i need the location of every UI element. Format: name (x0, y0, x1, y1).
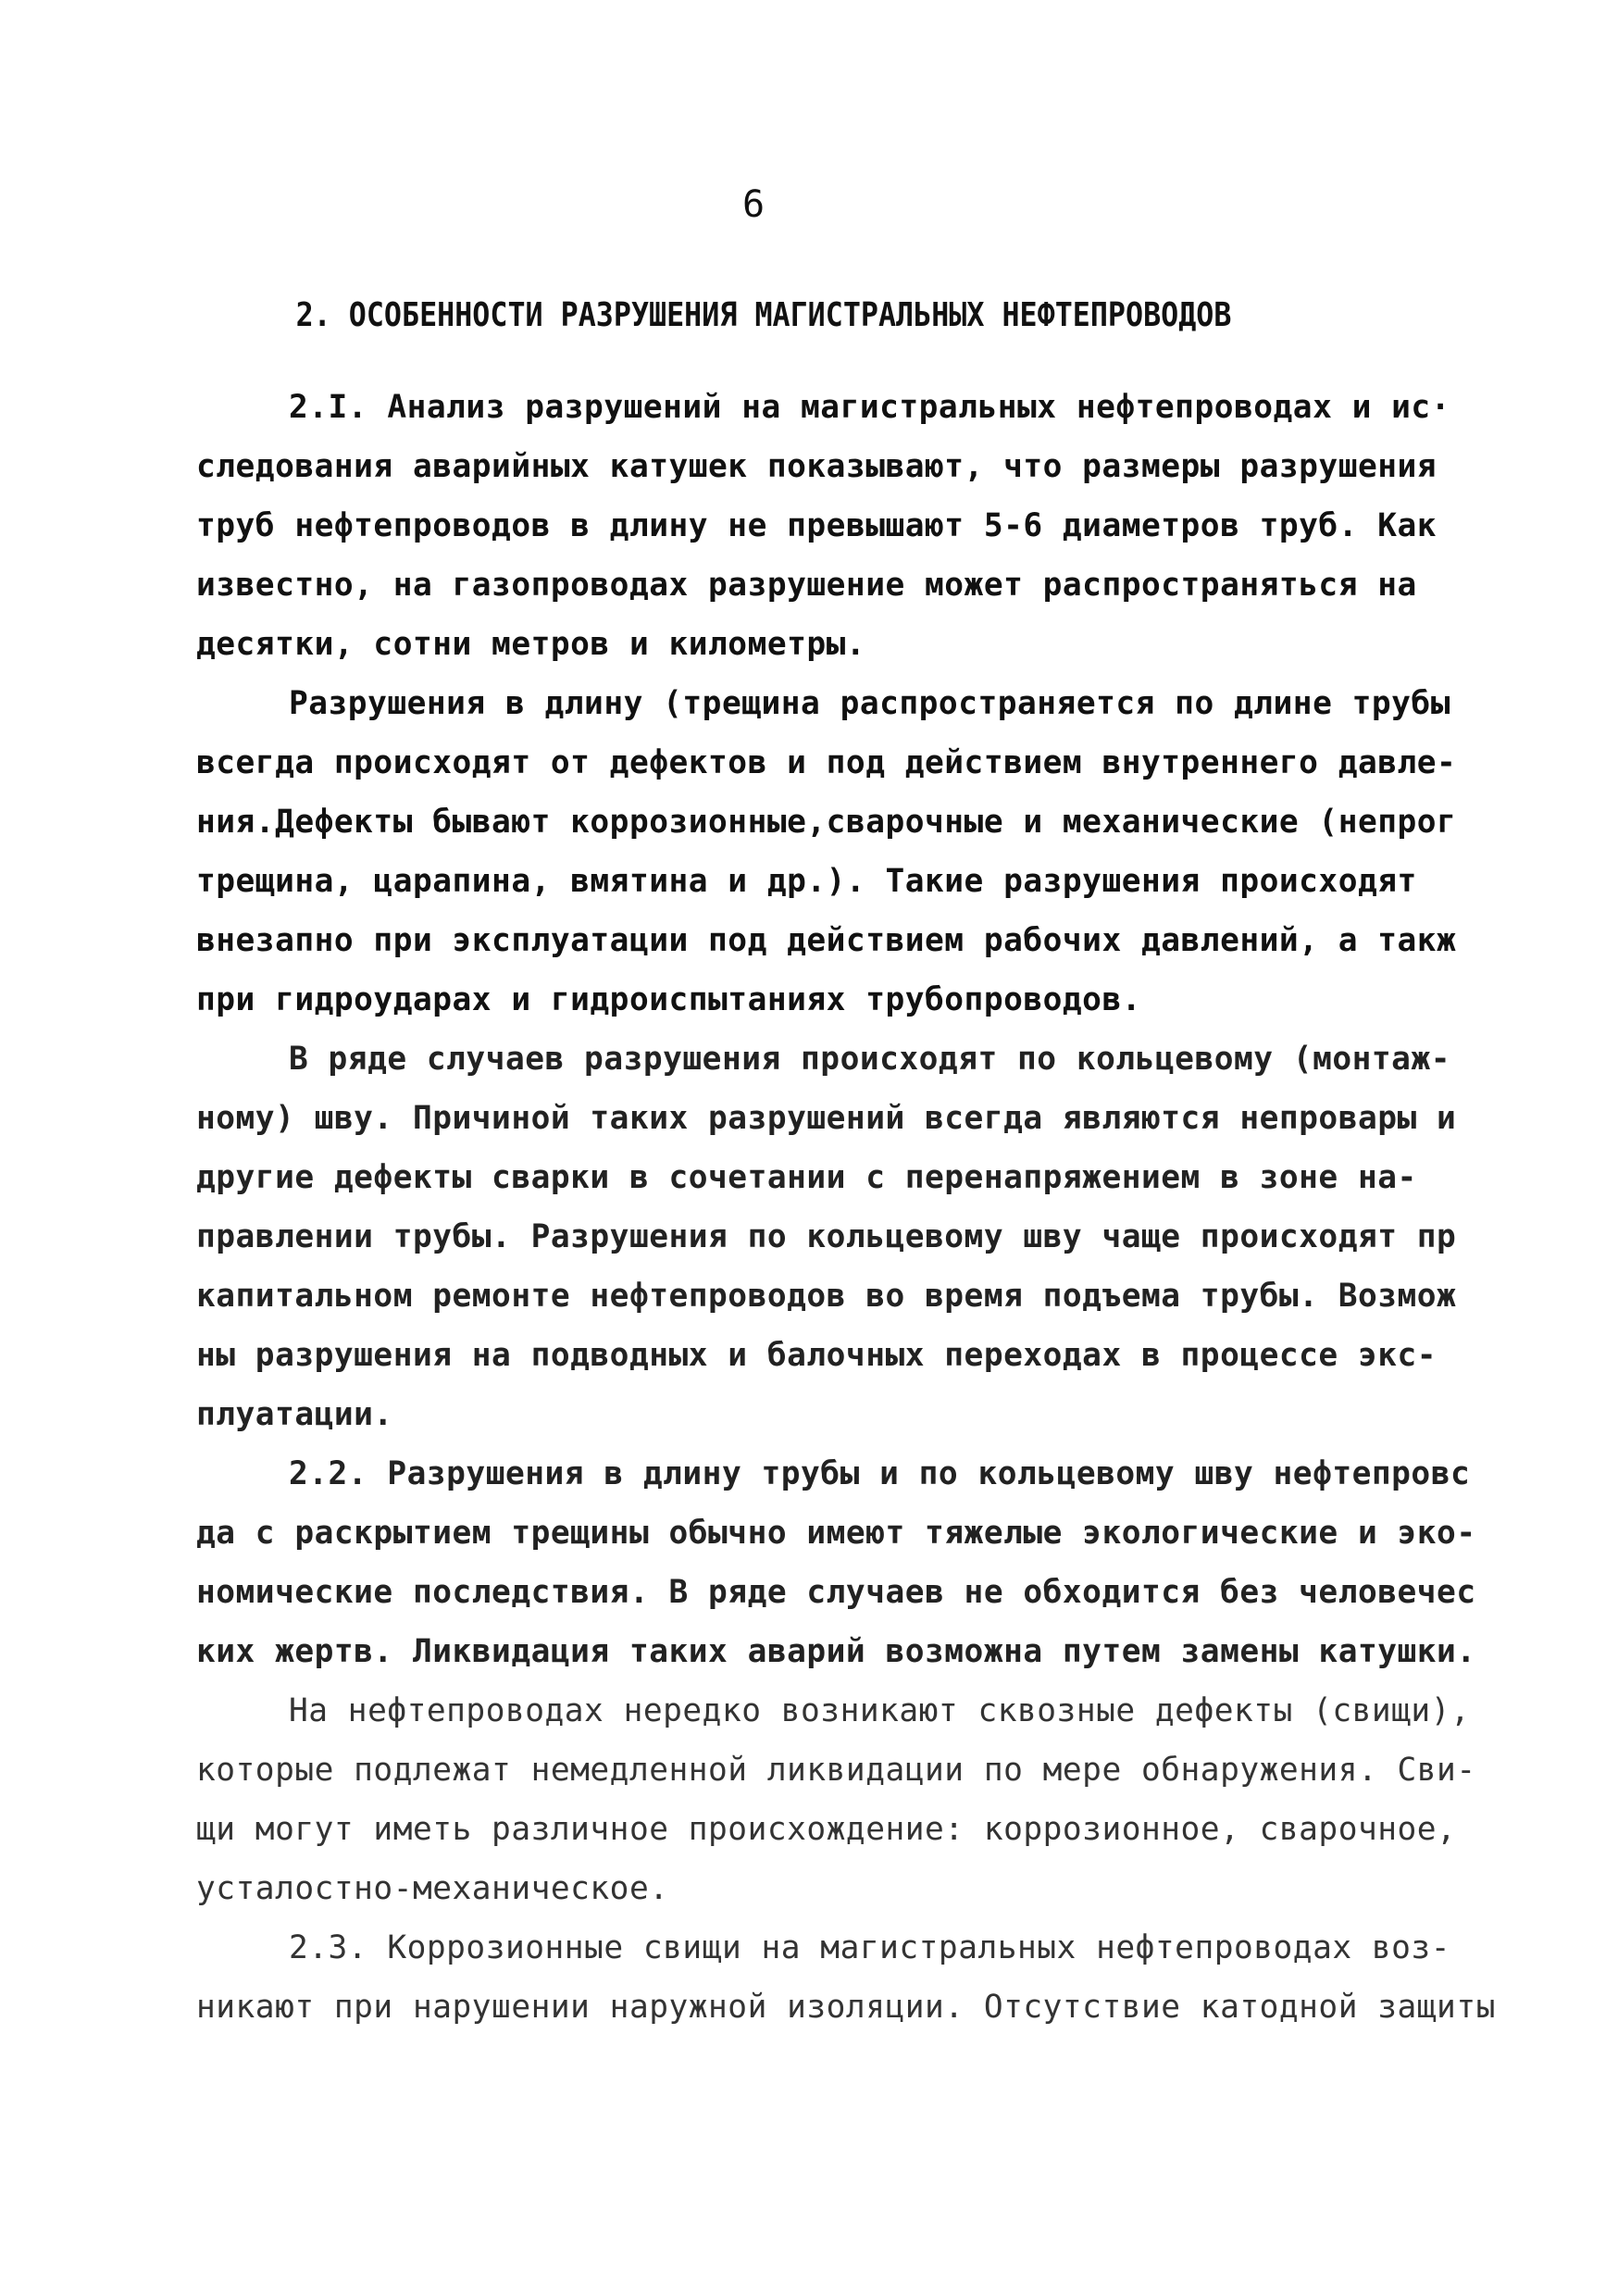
paragraph-2-1-line: следования аварийных катушек показывают, что размеры разрушения (196, 448, 1438, 485)
paragraph-longitudinal-line: внезапно при эксплуатации под действием рабочих давлений, а такж (196, 922, 1457, 959)
paragraph-fistulas-line: которые подлежат немедленной ликвидации по мере обнаружения. Сви- (196, 1752, 1476, 1789)
paragraph-2-1-line: известно, на газопроводах разрушение может распространяться на (196, 567, 1417, 604)
paragraph-circumferential-line: В ряде случаев разрушения происходят по кольцевому (монтаж- (289, 1041, 1450, 1078)
paragraph-2-3-line: никают при нарушении наружной изоляции. Отсутствие катодной защиты (196, 1989, 1496, 2026)
paragraph-circumferential-line: ному) шву. Причиной таких разрушений всегда являются непровары и (196, 1100, 1457, 1137)
paragraph-2-2-line: номические последствия. В ряде случаев не обходится без человечес (196, 1574, 1476, 1611)
paragraph-longitudinal-line: всегда происходят от дефектов и под действием внутреннего давле- (196, 744, 1457, 781)
paragraph-fistulas-line: усталостно-механическое. (196, 1870, 669, 1907)
paragraph-circumferential-line: другие дефекты сварки в сочетании с перенапряжением в зоне на- (196, 1159, 1417, 1196)
paragraph-2-1-line: десятки, сотни метров и километры. (196, 626, 866, 663)
paragraph-2-1-line: труб нефтепроводов в длину не превышают 5-6 диаметров труб. Как (196, 507, 1438, 544)
paragraph-longitudinal-line: ния.Дефекты бывают коррозионные,сварочные и механические (непрог (196, 804, 1457, 841)
paragraph-circumferential-line: ны разрушения на подводных и балочных переходах в процессе экс- (196, 1337, 1438, 1374)
paragraph-longitudinal-line: трещина, царапина, вмятина и др.). Такие разрушения происходят (196, 863, 1417, 900)
paragraph-circumferential-line: капитальном ремонте нефтепроводов во время подъема трубы. Возмож (196, 1278, 1457, 1315)
paragraph-circumferential-line: плуатации. (196, 1396, 393, 1433)
paragraph-fistulas-line: щи могут иметь различное происхождение: коррозионное, сварочное, (196, 1811, 1457, 1848)
paragraph-2-2-line: да с раскрытием трещины обычно имеют тяжелые экологические и эко- (196, 1515, 1476, 1552)
paragraph-2-1-line: 2.I. Анализ разрушений на магистральных нефтепроводах и ис· (289, 389, 1450, 426)
page-number: 6 (741, 183, 767, 226)
paragraph-fistulas-line: На нефтепроводах нередко возникают сквозные дефекты (свищи), (289, 1692, 1471, 1729)
paragraph-2-3-line: 2.3. Коррозионные свищи на магистральных нефтепроводах воз- (289, 1929, 1450, 1966)
body-text (196, 378, 1496, 2037)
section-title: 2. ОСОБЕННОСТИ РАЗРУШЕНИЯ МАГИСТРАЛЬНЫХ НЕФТЕПРОВОДОВ (295, 296, 1232, 334)
paragraph-longitudinal-line: при гидроударах и гидроиспытаниях трубопроводов. (196, 981, 1141, 1018)
paragraph-longitudinal-line: Разрушения в длину (трещина распространяется по длине трубы (289, 685, 1450, 722)
paragraph-2-2-line: 2.2. Разрушения в длину трубы и по кольцевому шву нефтепровс (289, 1455, 1471, 1492)
paragraph-2-2-line: ких жертв. Ликвидация таких аварий возможна путем замены катушки. (196, 1633, 1476, 1670)
paragraph-circumferential-line: правлении трубы. Разрушения по кольцевому шву чаще происходят пр (196, 1218, 1457, 1255)
